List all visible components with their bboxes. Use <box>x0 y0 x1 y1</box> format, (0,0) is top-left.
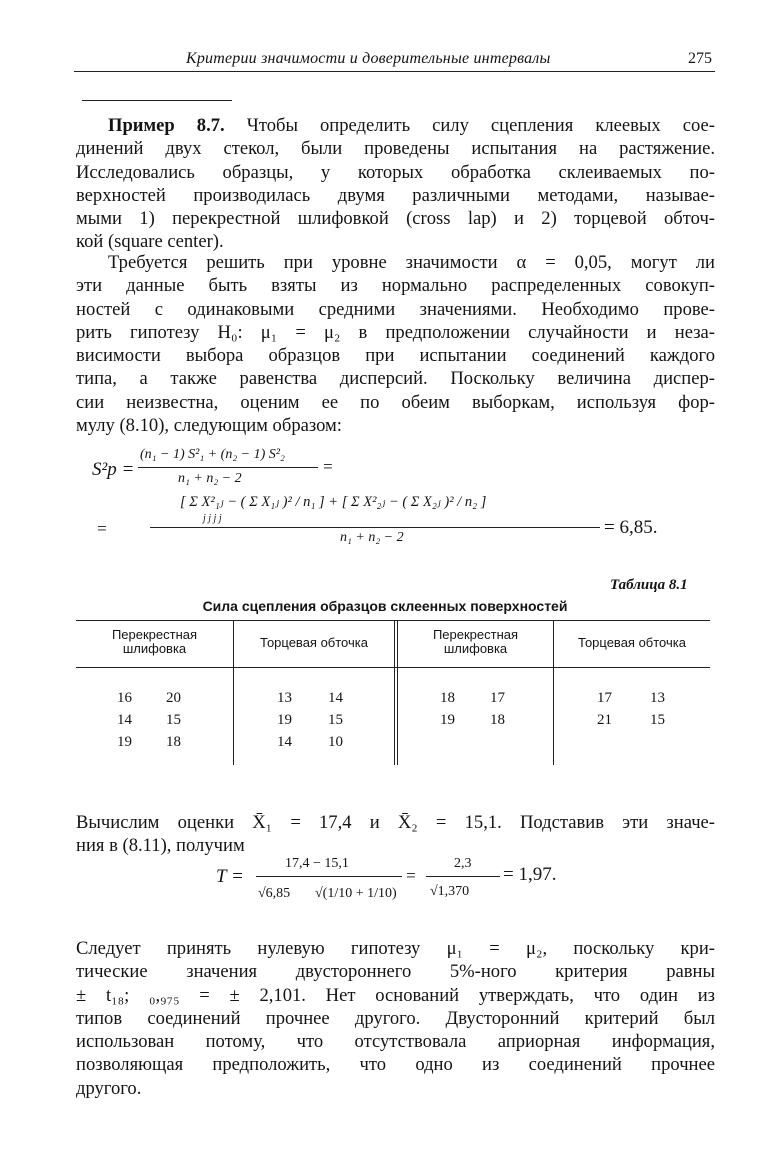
table-cell: 20 <box>166 690 181 706</box>
formula-result: = 6,85. <box>604 517 658 538</box>
table-cell: 14 <box>277 734 292 750</box>
example-line: Исследовались образцы, у которых обработка склеиваемых по- <box>76 161 715 183</box>
table-cell: 15 <box>650 712 665 728</box>
paragraph-line: другого. <box>76 1077 142 1099</box>
header-rule <box>74 71 715 72</box>
table-cell: 13 <box>650 690 665 706</box>
equals-sign: = <box>96 519 108 538</box>
formula-numerator-expanded: [ Σ X²₁ⱼ − ( Σ X₁ⱼ )² / n₁ ] + [ Σ X²₂ⱼ − ( Σ X₂ⱼ )² / n₂ ] <box>180 494 487 510</box>
table-cell: 14 <box>328 690 343 706</box>
fraction-bar <box>150 527 600 528</box>
paragraph-line: позволяющая предположить, что одно из соединений прочнее <box>76 1054 715 1076</box>
example-line-text: Чтобы определить силу сцепления клеевых сое- <box>246 115 715 136</box>
paragraph-line: Вычислим оценки X̄₁ = 17,4 и X̄₂ = 15,1. Подставив эти значе- <box>76 812 715 833</box>
paragraph-line: сии неизвестна, оценим ее по обеим выборкам, используя фор- <box>76 391 715 413</box>
formula-denominator: √6,85 <box>258 886 291 901</box>
header-text: шлифовка <box>443 641 508 656</box>
table-cell: 18 <box>440 690 455 706</box>
paragraph-line: эти данные быть взяты из нормально распределенных совокуп- <box>76 275 715 297</box>
section-rule <box>82 100 232 101</box>
paragraph-line: рить гипотезу H₀: μ₁ = μ₂ в предположении случайности и неза- <box>76 321 715 343</box>
table-cell: 16 <box>117 690 132 706</box>
hypothesis-paragraph <box>76 251 715 437</box>
table-header-cell <box>554 636 710 650</box>
header-text: Перекрестная <box>111 627 198 642</box>
fraction-bar <box>426 876 500 877</box>
formula-denominator: n₁ + n₂ − 2 <box>340 530 404 545</box>
table-column-divider <box>394 620 395 765</box>
example-line: динений двух стекол, были проведены испытания на растяжение. <box>76 138 715 160</box>
table-cell: 18 <box>490 712 505 728</box>
paragraph-line: ностей с одинаковыми средними значениями. Необходимо прове- <box>76 298 715 320</box>
fraction-bar <box>138 467 318 468</box>
formula-denominator: √(1/10 + 1/10) <box>315 886 397 901</box>
formula-lhs: T = <box>216 866 244 887</box>
example-paragraph <box>76 114 715 254</box>
formula-result: = 1,97. <box>503 864 557 885</box>
estimates-paragraph <box>76 811 715 858</box>
table-cell: 17 <box>597 690 612 706</box>
example-line: верхностей производилась двумя различными методами, называе- <box>76 184 715 206</box>
header-text: Торцевая обточка <box>260 635 368 650</box>
summation-indices: j j j j <box>203 513 222 524</box>
header-text: Перекрестная <box>432 627 519 642</box>
formula-numerator: (n₁ − 1) S²₁ + (n₂ − 1) S²₂ <box>140 447 285 462</box>
paragraph-line: ± t₁₈; ₀,₉₇₅ = ± 2,101. Нет оснований утверждать, что один из <box>76 984 715 1006</box>
paragraph-line: типов соединений прочнее другого. Двусторонний критерий был <box>76 1007 715 1029</box>
table-number: Таблица 8.1 <box>610 577 688 593</box>
formula-lhs: S²p = <box>92 459 135 480</box>
example-line: мыми 1) перекрестной шлифовкой (cross lap) и 2) торцевой обточ- <box>76 208 715 230</box>
table-header-cell <box>234 636 394 650</box>
page-number: 275 <box>688 50 712 67</box>
example-label: Пример 8.7. <box>108 115 225 136</box>
paragraph-line: Требуется решить при уровне значимости α = 0,05, могут ли <box>108 252 715 273</box>
equals-sign: = <box>322 457 334 476</box>
table-cell: 19 <box>117 734 132 750</box>
table-caption: Сила сцепления образцов склеенных поверхностей <box>202 598 568 614</box>
paragraph-line: использован потому, что отсутствовала априорная информация, <box>76 1031 715 1053</box>
running-title: Критерии значимости и доверительные интервалы <box>186 50 551 67</box>
table-cell: 19 <box>440 712 455 728</box>
paragraph-line: типа, а также равенства дисперсий. Поскольку величина диспер- <box>76 368 715 390</box>
table-top-rule <box>76 620 710 621</box>
example-line <box>76 114 715 137</box>
table-cell: 19 <box>277 712 292 728</box>
table-cell: 14 <box>117 712 132 728</box>
paragraph-line: ния в (8.11), получим <box>76 835 245 857</box>
table-header-cell <box>398 628 553 656</box>
table-cell: 15 <box>328 712 343 728</box>
table-cell: 10 <box>328 734 343 750</box>
table-header-rule <box>76 667 710 668</box>
table-cell: 21 <box>597 712 612 728</box>
paragraph-line: тические значения двустороннего 5%-ного критерия равны <box>76 961 715 983</box>
paragraph-line: висимости выбора образцов при испытании соединений каждого <box>76 345 715 367</box>
table-cell: 13 <box>277 690 292 706</box>
example-line: кой (square center). <box>76 231 224 253</box>
table-cell: 18 <box>166 734 181 750</box>
table-cell: 17 <box>490 690 505 706</box>
header-text: Торцевая обточка <box>578 635 686 650</box>
table-header-cell <box>76 628 233 656</box>
fraction-bar <box>256 876 402 877</box>
formula-denominator: √1,370 <box>430 884 470 899</box>
conclusion-paragraph <box>76 937 715 1100</box>
paragraph-line: мулу (8.10), следующим образом: <box>76 415 342 437</box>
paragraph-line: Следует принять нулевую гипотезу μ₁ = μ₂, поскольку кри- <box>76 938 715 959</box>
formula-numerator: 17,4 − 15,1 <box>285 856 349 871</box>
header-text: шлифовка <box>122 641 187 656</box>
formula-denominator: n₁ + n₂ − 2 <box>178 471 242 486</box>
formula-numerator: 2,3 <box>454 856 472 871</box>
table-cell: 15 <box>166 712 181 728</box>
equals-sign: = <box>405 866 417 885</box>
